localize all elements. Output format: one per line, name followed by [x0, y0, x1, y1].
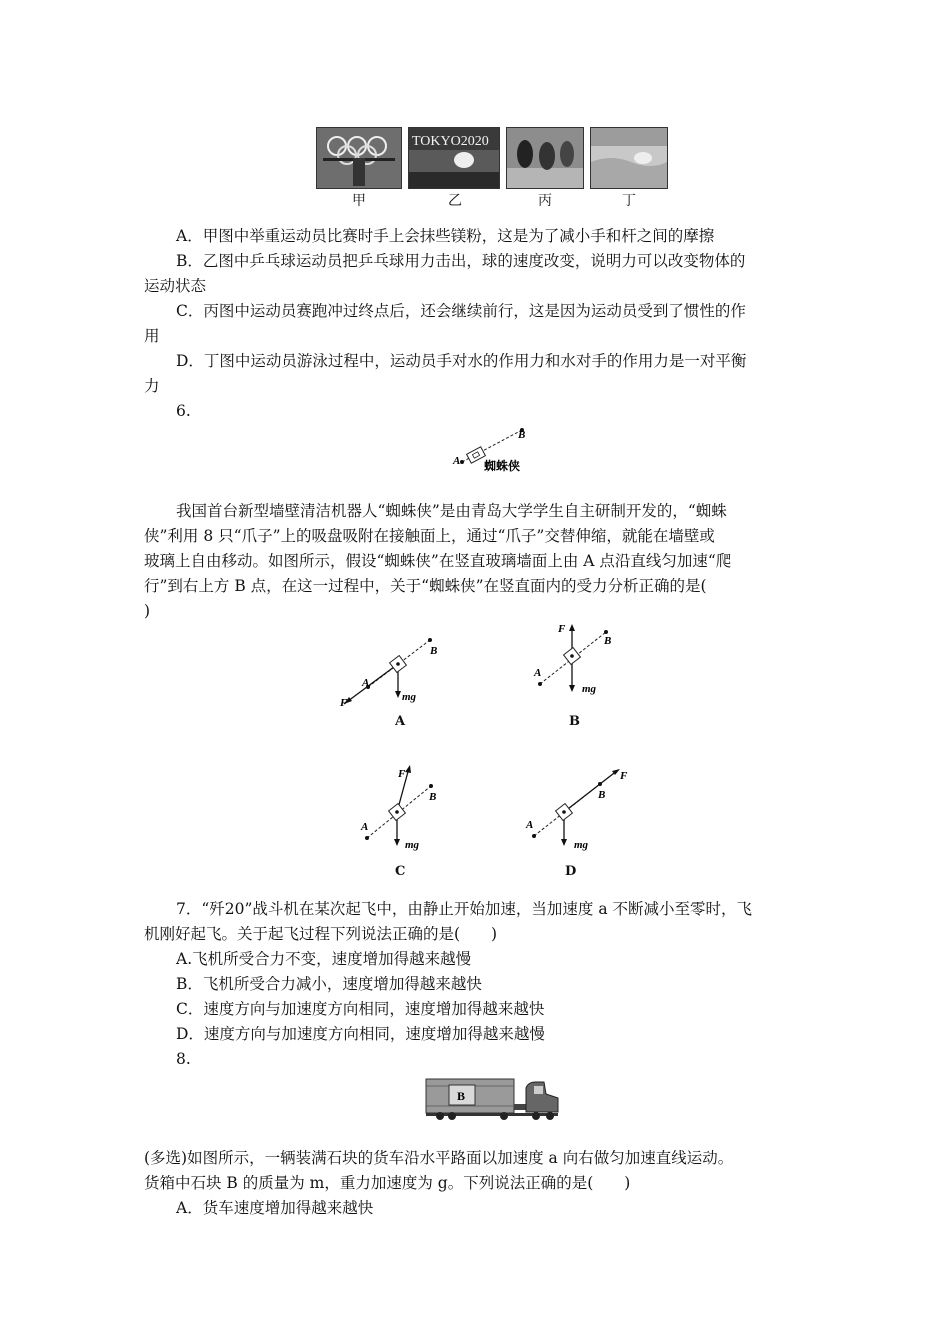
q6-choice-b-label: B [569, 714, 580, 729]
caption-bing: 丙 [538, 193, 552, 209]
q7-text-1: 7．“歼20”战斗机在某次起飞中，由静止开始加速，当加速度 a 不断减小至零时，飞 [176, 900, 753, 918]
q6-label-b: B [518, 429, 526, 441]
q6-label-a: A [453, 455, 461, 467]
q7-option-b: B．飞机所受合力减小，速度增加得越来越快 [176, 975, 482, 993]
swimming-image [591, 128, 667, 188]
q8-text-1: (多选)如图所示，一辆装满石块的货车沿水平路面以加速度 a 向右做匀加速直线运动。 [144, 1149, 734, 1167]
q7-text-2: 机刚好起飞。关于起飞过程下列说法正确的是( ) [144, 925, 498, 943]
choice-d-label-mg: mg [574, 839, 589, 851]
q6-text-3: 玻璃上自由移动。如图所示，假设“蜘蛛侠”在竖直玻璃墙面上由 A 点沿直线匀加速“爬 [144, 552, 732, 570]
q6-text-4: 行”到右上方 B 点，在这一过程中，关于“蜘蛛侠”在竖直面内的受力分析正确的是( [144, 577, 707, 595]
q7-option-a: A.飞机所受合力不变，速度增加得越来越慢 [176, 950, 472, 968]
tokyo-text: TOKYO2020 [412, 134, 489, 149]
choice-a-label-b: B [430, 645, 438, 657]
q6-choice-c-label: C [395, 864, 406, 879]
choice-d-label-f: F [620, 770, 628, 782]
caption-jia: 甲 [352, 193, 366, 209]
photo-weightlifting [316, 127, 402, 189]
q5-option-b-cont: 运动状态 [144, 277, 207, 295]
q6-choice-d-figure [520, 762, 640, 857]
q5-option-c-cont: 用 [144, 327, 160, 345]
q5-option-d: D．丁图中运动员游泳过程中，运动员手对水的作用力和水对手的作用力是一对平衡 [176, 352, 747, 370]
choice-a-label-mg: mg [402, 691, 417, 703]
q6-robot-label: 蜘蛛侠 [484, 459, 521, 473]
q6-text-1: 我国首台新型墙壁清洁机器人“蜘蛛侠”是由青岛大学学生自主研制开发的，“蜘蛛 [176, 502, 727, 520]
q5-option-b: B．乙图中乒乓球运动员把乒乓球用力击出，球的速度改变，说明力可以改变物体的 [176, 252, 746, 270]
choice-b-label-f: F [558, 623, 566, 635]
q5-option-c: C．丙图中运动员赛跑冲过终点后，还会继续前行，这是因为运动员受到了惯性的作 [176, 302, 746, 320]
choice-c-label-b: B [429, 791, 437, 803]
q6-number: 6. [176, 402, 191, 420]
sprint-image [507, 128, 583, 188]
choice-a-label-a: A [362, 677, 370, 689]
q8-number: 8. [176, 1050, 191, 1068]
photo-table-tennis [408, 127, 500, 189]
q5-option-a: A．甲图中举重运动员比赛时手上会抹些镁粉，这是为了减小手和杆之间的摩擦 [176, 227, 715, 245]
q6-main-figure [440, 418, 550, 478]
q5-option-d-cont: 力 [144, 377, 160, 395]
photo-swimming [590, 127, 668, 189]
choice-b-label-b: B [604, 635, 612, 647]
choice-d-label-b: B [598, 789, 606, 801]
choice-c-label-f: F [398, 768, 406, 780]
choice-c-label-mg: mg [405, 839, 420, 851]
q7-option-c: C．速度方向与加速度方向相同，速度增加得越来越快 [176, 1000, 545, 1018]
caption-ding: 丁 [622, 193, 636, 209]
q6-choice-c-figure [355, 760, 465, 855]
q6-choice-b-figure [530, 620, 640, 710]
q6-choice-a-figure [330, 628, 460, 718]
choice-b-label-a: A [534, 667, 542, 679]
choice-a-label-f: F [340, 697, 348, 709]
q8-option-a: A．货车速度增加得越来越快 [176, 1199, 374, 1217]
truck-figure [424, 1076, 562, 1122]
choice-c-label-a: A [361, 821, 369, 833]
q6-text-2: 侠”利用 8 只“爪子”上的吸盘吸附在接触面上，通过“爪子”交替伸缩，就能在墙壁或 [144, 527, 715, 545]
choice-b-label-mg: mg [582, 683, 597, 695]
olympic-rings-icon [317, 128, 401, 188]
table-tennis-image [409, 128, 499, 188]
q8-text-2: 货箱中石块 B 的质量为 m，重力加速度为 g。下列说法正确的是( ) [144, 1174, 631, 1192]
choice-d-label-a: A [526, 819, 534, 831]
q6-choice-d-label: D [565, 864, 577, 879]
caption-yi: 乙 [448, 193, 462, 209]
truck-label-b: B [457, 1089, 466, 1103]
photo-sprint [506, 127, 584, 189]
q6-text-5: ) [144, 602, 151, 620]
q7-option-d: D．速度方向与加速度方向相同，速度增加得越来越慢 [176, 1025, 545, 1043]
q6-choice-a-label: A [395, 714, 406, 729]
